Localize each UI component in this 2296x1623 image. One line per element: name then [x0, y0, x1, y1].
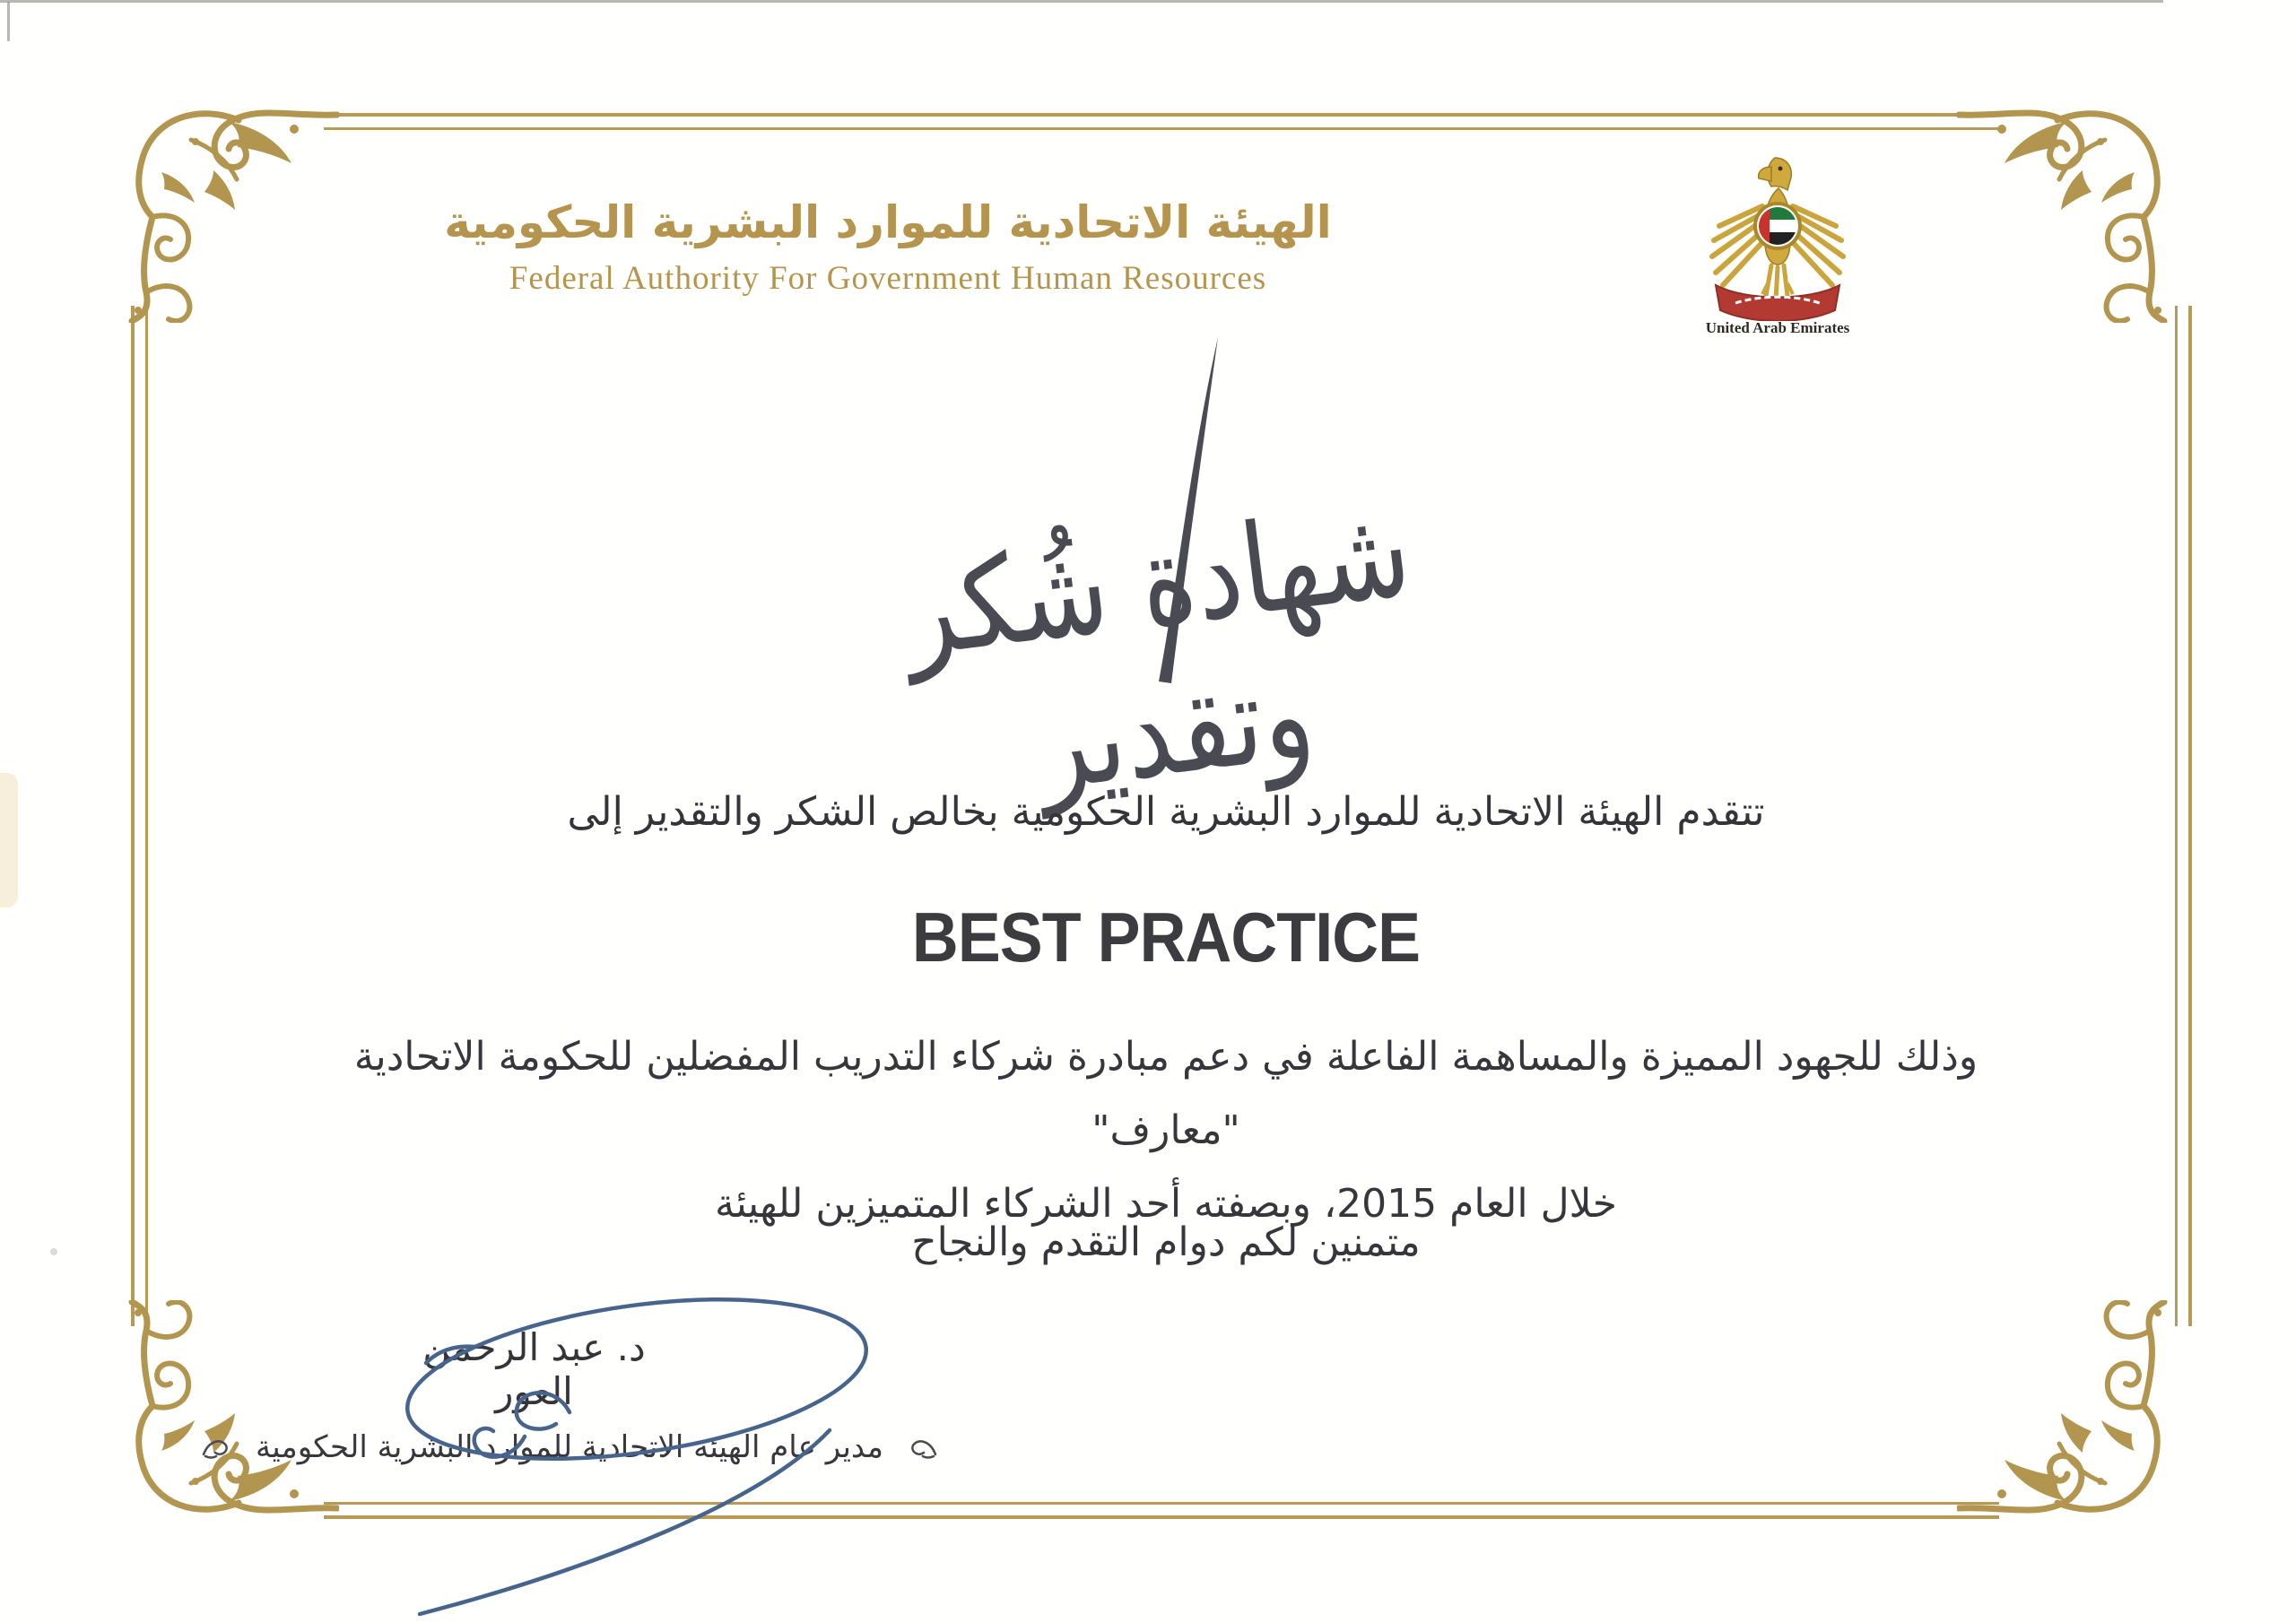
closing-line: متمنين لكم دوام التقدم والنجاح	[911, 1219, 1421, 1265]
frame-line-top-outer	[324, 113, 1999, 117]
reason-line-1: وذلك للجهود المميزة والمساهمة الفاعلة في دعم مبادرة شركاء التدريب المفضلين للحكومة الاتحادية "معارف"	[353, 1034, 1979, 1153]
frame-line-right-outer	[2188, 306, 2192, 1326]
frame-line-left-outer	[131, 306, 135, 1326]
recipient-name: BEST PRACTICE	[911, 898, 1421, 976]
intro-line: تتقدم الهيئة الاتحادية للموارد البشرية الحكومية بخالص الشكر والتقدير إلى	[567, 789, 1765, 835]
handwritten-signature	[341, 1273, 987, 1623]
signatory-name: د. عبد الرحمن العور	[422, 1325, 646, 1413]
scan-artifact-speck	[50, 1248, 57, 1255]
corner-flourish-bottom-left	[106, 1300, 339, 1533]
signatory-title: مدير عام الهيئة الاتحادية للموارد البشرية الحكومية	[256, 1429, 883, 1465]
authority-header	[377, 190, 1399, 303]
reason-paragraph	[278, 1020, 2054, 1241]
calligraphy-title-text: شهادة شُكر وتقدير	[895, 479, 1418, 819]
frame-line-right-inner	[2175, 306, 2178, 1326]
authority-name-english: Federal Authority For Government Human Resources	[509, 260, 1267, 297]
authority-name-arabic: الهيئة الاتحادية للموارد البشرية الحكومية	[444, 196, 1332, 248]
title-ornament-left-icon	[200, 1435, 232, 1460]
scan-artifact-corner-tick	[7, 2, 10, 41]
frame-line-left-inner	[145, 306, 148, 1326]
emblem-caption: United Arab Emirates	[1705, 319, 1850, 336]
scan-artifact-left-smudge	[0, 773, 18, 907]
corner-flourish-bottom-right	[1957, 1300, 2190, 1533]
corner-flourish-top-right	[1957, 90, 2190, 323]
frame-line-top-inner	[324, 127, 1999, 130]
corner-flourish-top-left	[106, 90, 339, 323]
reason-line-2: خلال العام 2015، وبصفته أحد الشركاء المتميزين للهيئة	[715, 1181, 1617, 1227]
scan-artifact-top-edge	[0, 0, 2163, 3]
uae-falcon-emblem-icon	[1700, 151, 1852, 321]
